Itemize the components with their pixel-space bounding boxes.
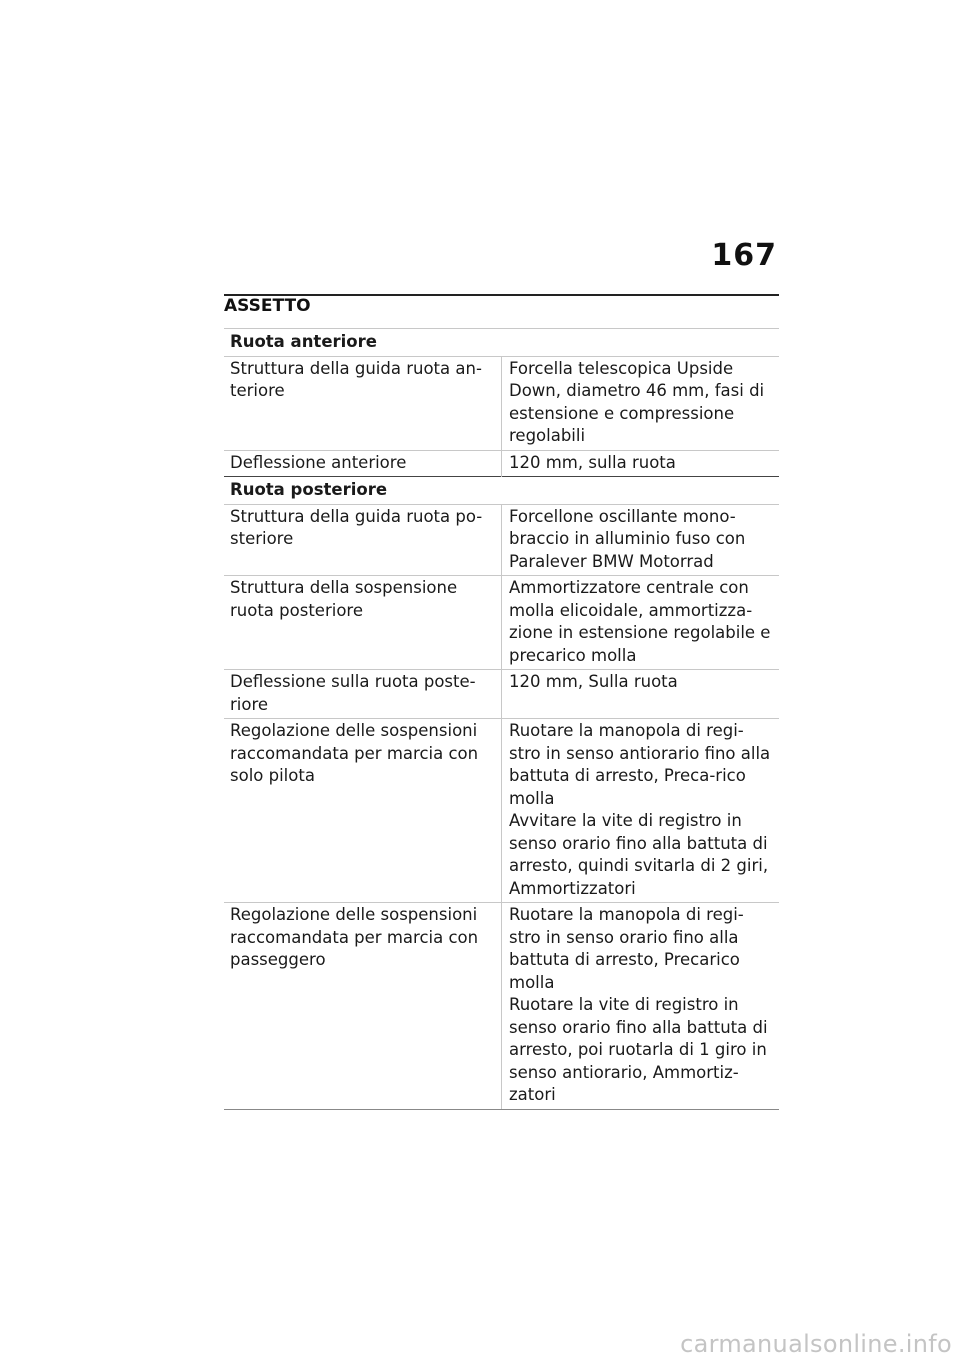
spec-table — [224, 328, 779, 1110]
row-label: Regolazione delle sospensioni raccomandata per marcia con solo pilota — [224, 719, 502, 903]
watermark-text: carmanualsonline.info — [680, 1330, 952, 1358]
row-value — [502, 903, 780, 1110]
row-value-line: 120 mm, sulla ruota — [509, 452, 676, 472]
row-label: Struttura della guida ruota an-teriore — [224, 356, 502, 450]
row-label: Deflessione anteriore — [224, 450, 502, 477]
row-value — [502, 719, 780, 903]
row-value-line: Ammortizzatore centrale con molla elicoidale, ammortizza-zione in estensione regolabile e precarico molla — [509, 578, 771, 665]
row-label: Struttura della sospensione ruota posteriore — [224, 576, 502, 670]
table-row — [224, 356, 779, 450]
row-label: Struttura della guida ruota po-steriore — [224, 504, 502, 576]
row-value — [502, 356, 780, 450]
table-heading-rear — [224, 477, 779, 505]
row-value — [502, 504, 780, 576]
row-value-line: 120 mm, Sulla ruota — [509, 672, 678, 691]
row-value-line: Avvitare la vite di registro in senso orario fino alla battuta di arresto, quindi svitarla di 2 giri, Ammortizzatori — [509, 811, 769, 898]
table-row — [224, 450, 779, 477]
row-value-line: Ruotare la vite di registro in senso orario fino alla battuta di arresto, poi ruotarla di 1 giro in senso antiorario, Ammortiz-zatori — [509, 995, 768, 1104]
row-value-line: Forcellone oscillante mono-braccio in alluminio fuso con Paralever BMW Motorrad — [509, 506, 746, 571]
page-number: 167 — [711, 238, 777, 273]
row-value — [502, 450, 780, 477]
table-row — [224, 903, 779, 1110]
table-row — [224, 719, 779, 903]
table-row — [224, 576, 779, 670]
section-title: ASSETTO — [224, 296, 311, 316]
row-value — [502, 670, 780, 719]
row-label: Deflessione sulla ruota poste-riore — [224, 670, 502, 719]
row-label: Regolazione delle sospensioni raccomandata per marcia con passeggero — [224, 903, 502, 1110]
table-heading-front — [224, 329, 779, 357]
table-row — [224, 504, 779, 576]
row-value-line: Forcella telescopica Upside Down, diametro 46 mm, fasi di estensione e compressione regolabili — [509, 358, 765, 445]
heading-front-label: Ruota anteriore — [224, 329, 779, 357]
row-value-line: Ruotare la manopola di regi-stro in senso antiorario fino alla battuta di arresto, Preca-rico molla — [509, 721, 771, 808]
row-value — [502, 576, 780, 670]
heading-rear-label: Ruota posteriore — [224, 477, 779, 505]
table-row — [224, 670, 779, 719]
row-value-line: Ruotare la manopola di regi-stro in senso orario fino alla battuta di arresto, Precarico molla — [509, 905, 744, 992]
